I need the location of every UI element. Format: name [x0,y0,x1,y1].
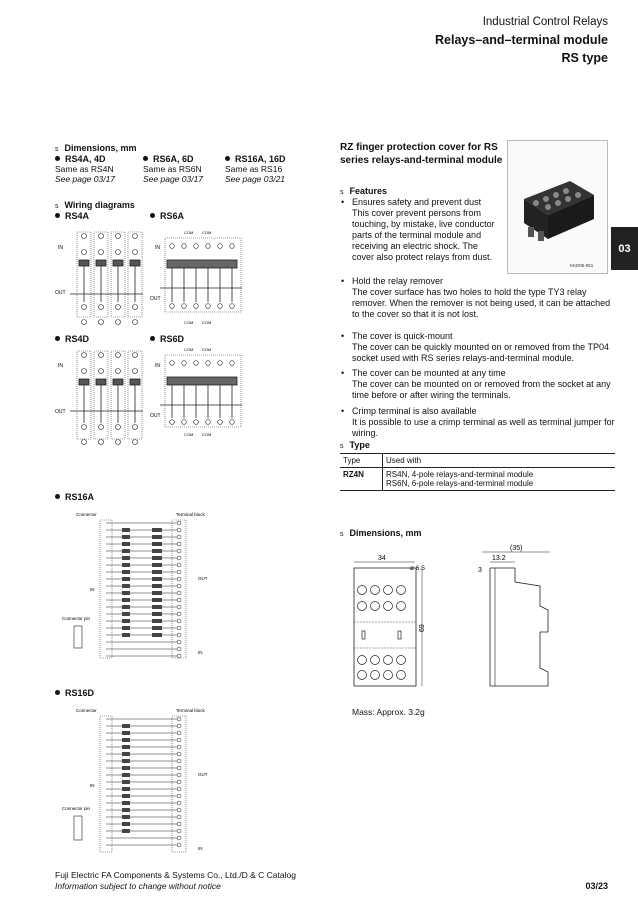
svg-text:IN: IN [155,245,160,251]
svg-text:34: 34 [378,555,386,562]
mass-label: Mass: Approx. 3.2g [352,707,425,717]
page-number: 03/23 [585,881,608,891]
rs16d-wiring-diagram [60,704,225,856]
dim-col-3: RS16A, 16D Same as RS16 See page 03/21 [225,154,286,184]
feature-3: • The cover is quick-mount The cover can be quickly mounted on or removed from the TP04 socket used with RS series relays-and-terminal module. [340,331,615,364]
svg-text:OUT: OUT [150,296,161,302]
svg-text:IN: IN [90,783,95,788]
footer-company: Fuji Electric FA Components & Systems Co., Ltd./D & C Catalog [55,870,296,880]
svg-text:IN: IN [198,650,203,655]
footer-note: Information subject to change without notice [55,881,221,891]
svg-text:KKD05-061: KKD05-061 [570,263,594,268]
rs4d-label: RS4D [55,334,89,344]
svg-text:69: 69 [419,624,426,632]
svg-text:COM: COM [202,347,212,352]
features-heading: s Features [340,186,388,196]
rz-dimension-drawing [340,540,560,700]
svg-text:3: 3 [478,567,482,574]
svg-text:Connector pin: Connector pin [62,806,91,811]
rs6a-label: RS6A [150,211,184,221]
rs16a-wiring-diagram [60,508,225,663]
rs6a-wiring-diagram [150,222,245,330]
wiring-heading: s Wiring diagrams [55,200,135,210]
rs4a-wiring-diagram [55,222,145,330]
section-tab: 03 [611,227,638,270]
rs4d-wiring-diagram [55,345,145,450]
rs6d-wiring-diagram [150,345,245,450]
svg-text:OUT: OUT [55,409,66,415]
dim-col-1: RS4A, 4D Same as RS4N See page 03/17 [55,154,116,184]
svg-text:Connector pin: Connector pin [62,616,91,621]
svg-text:IN: IN [155,363,160,369]
svg-text:OUT: OUT [198,772,208,777]
rs4a-relays [70,232,143,325]
svg-text:COM: COM [202,320,212,325]
header-subtitle: RS type [561,51,608,65]
header-category: Industrial Control Relays [482,16,608,28]
svg-text:Terminal block: Terminal block [176,512,205,517]
svg-text:Connector: Connector [76,512,97,517]
svg-text:Terminal block: Terminal block [176,708,205,713]
rs6d-label: RS6D [150,334,184,344]
svg-text:ø 6.5: ø 6.5 [410,565,425,572]
type-table-row: RZ4N RS4N, 4-pole relays-and-terminal module RS6N, 6-pole relays-and-terminal module [340,468,615,491]
feature-2: • Hold the relay remover The cover surface has two holes to hold the type TY3 relay remover. When the remover is not being used, it can be attached to the cover so that it is not lost. [340,276,615,320]
svg-text:COM: COM [184,320,194,325]
svg-text:COM: COM [184,347,194,352]
rs16a-label: RS16A [55,492,94,502]
type-table-header: Type Used with [340,454,615,468]
feature-4: • The cover can be mounted at any time The cover can be mounted on or removed from the socket at any time before or after wiring the terminals. [340,368,615,401]
svg-text:OUT: OUT [55,290,66,296]
rz-title: RZ finger protection cover for RS series relays-and-terminal module [340,142,503,166]
dimensions-heading: s Dimensions, mm [55,143,137,153]
svg-text:COM: COM [202,432,212,437]
svg-text:IN: IN [198,846,203,851]
type-heading: s Type [340,440,370,450]
svg-text:IN: IN [58,363,63,369]
svg-text:OUT: OUT [150,413,161,419]
header-title: Relays–and–terminal module [435,33,608,47]
svg-text:COM: COM [184,230,194,235]
rs4a-label: RS4A [55,211,89,221]
dim-col-2: RS6A, 6D Same as RS6N See page 03/17 [143,154,204,184]
svg-text:Connector: Connector [76,708,97,713]
rz-dimensions-heading: s Dimensions, mm [340,528,422,538]
svg-text:IN: IN [90,587,95,592]
feature-1: • Ensures safety and prevent dust This cover prevent persons from touching, by mistake, live conductor parts of the terminal module and receiving an electric shock. The cover also protect relays from dust. [340,197,615,264]
svg-text:IN: IN [58,245,63,251]
rs16d-label: RS16D [55,688,94,698]
svg-text:13.2: 13.2 [492,555,506,562]
svg-text:(35): (35) [510,545,523,552]
svg-text:COM: COM [184,432,194,437]
svg-text:OUT: OUT [198,576,208,581]
svg-text:COM: COM [202,230,212,235]
feature-5: • Crimp terminal is also available It is possible to use a crimp terminal as well as terminal jumper for wiring. [340,406,615,439]
type-table [340,453,615,491]
